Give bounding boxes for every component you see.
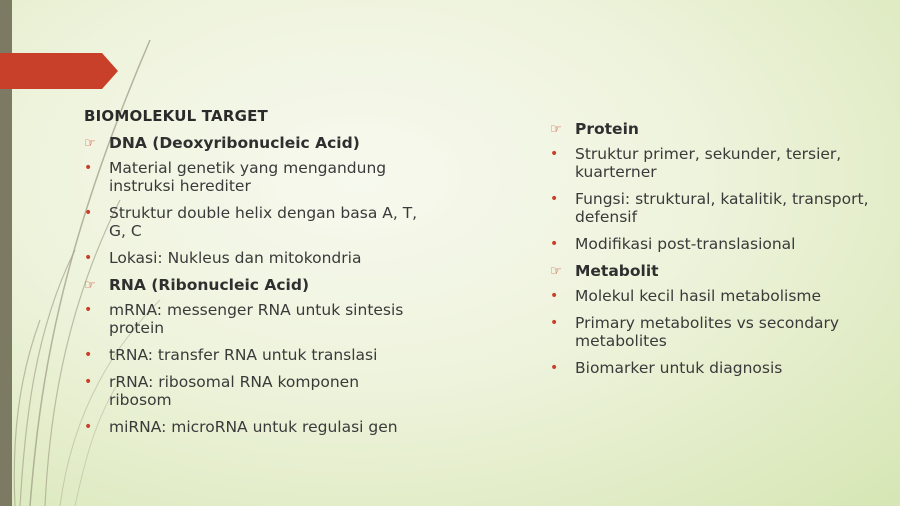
- list-item: [550, 314, 870, 350]
- section-heading: RNA (Ribonucleic Acid): [109, 276, 310, 294]
- bullet-dot-icon: •: [84, 347, 93, 363]
- bullet-dot-icon: •: [84, 160, 93, 176]
- list-item-text: Primary metabolites vs secondary metabolites: [575, 314, 840, 350]
- list-item-text: Struktur primer, sekunder, tersier, kuarterner: [575, 145, 842, 181]
- bullet-dot-icon: •: [550, 191, 559, 207]
- list-item: [550, 145, 870, 181]
- pointing-hand-icon: ☞: [550, 264, 562, 279]
- bullet-dot-icon: •: [84, 374, 93, 390]
- list-item-text: Modifikasi post-translasional: [575, 235, 796, 253]
- list-item-text: Struktur double helix dengan basa A, T, G, C: [109, 204, 418, 240]
- list-item-text: Lokasi: Nukleus dan mitokondria: [109, 249, 362, 267]
- list-item: [84, 373, 424, 409]
- list-item: [84, 418, 424, 436]
- list-item: [84, 204, 424, 240]
- bullet-dot-icon: •: [550, 315, 559, 331]
- list-item-text: Material genetik yang mengandung instruksi herediter: [109, 159, 387, 195]
- list-item-text: Biomarker untuk diagnosis: [575, 359, 783, 377]
- bullet-dot-icon: •: [84, 302, 93, 318]
- section-heading: Protein: [575, 120, 639, 138]
- section-rna-heading: [84, 276, 424, 294]
- section-heading: DNA (Deoxyribonucleic Acid): [109, 134, 360, 152]
- list-item: [550, 287, 870, 305]
- list-item-text: rRNA: ribosomal RNA komponen ribosom: [109, 373, 360, 409]
- list-item: [84, 301, 424, 337]
- slide-title: BIOMOLEKUL TARGET: [84, 107, 268, 125]
- pointing-hand-icon: ☞: [84, 278, 96, 293]
- left-column: [84, 134, 424, 445]
- list-item-text: Fungsi: struktural, katalitik, transport, defensif: [575, 190, 869, 226]
- section-dna-heading: [84, 134, 424, 152]
- bullet-dot-icon: •: [550, 360, 559, 376]
- bullet-dot-icon: •: [550, 146, 559, 162]
- list-item-text: tRNA: transfer RNA untuk translasi: [109, 346, 378, 364]
- list-item: [550, 235, 870, 253]
- bullet-dot-icon: •: [550, 288, 559, 304]
- section-metabolit-heading: [550, 262, 870, 280]
- list-item: [84, 249, 424, 267]
- list-item: [550, 359, 870, 377]
- pointing-hand-icon: ☞: [550, 122, 562, 137]
- bullet-dot-icon: •: [550, 236, 559, 252]
- list-item: [550, 190, 870, 226]
- bullet-dot-icon: •: [84, 250, 93, 266]
- list-item: [84, 346, 424, 364]
- section-heading: Metabolit: [575, 262, 659, 280]
- bullet-dot-icon: •: [84, 419, 93, 435]
- list-item-text: Molekul kecil hasil metabolisme: [575, 287, 822, 305]
- right-column: [550, 120, 870, 386]
- pointing-hand-icon: ☞: [84, 136, 96, 151]
- list-item-text: mRNA: messenger RNA untuk sintesis protein: [109, 301, 404, 337]
- section-protein-heading: [550, 120, 870, 138]
- list-item: [84, 159, 424, 195]
- bullet-dot-icon: •: [84, 205, 93, 221]
- list-item-text: miRNA: microRNA untuk regulasi gen: [109, 418, 398, 436]
